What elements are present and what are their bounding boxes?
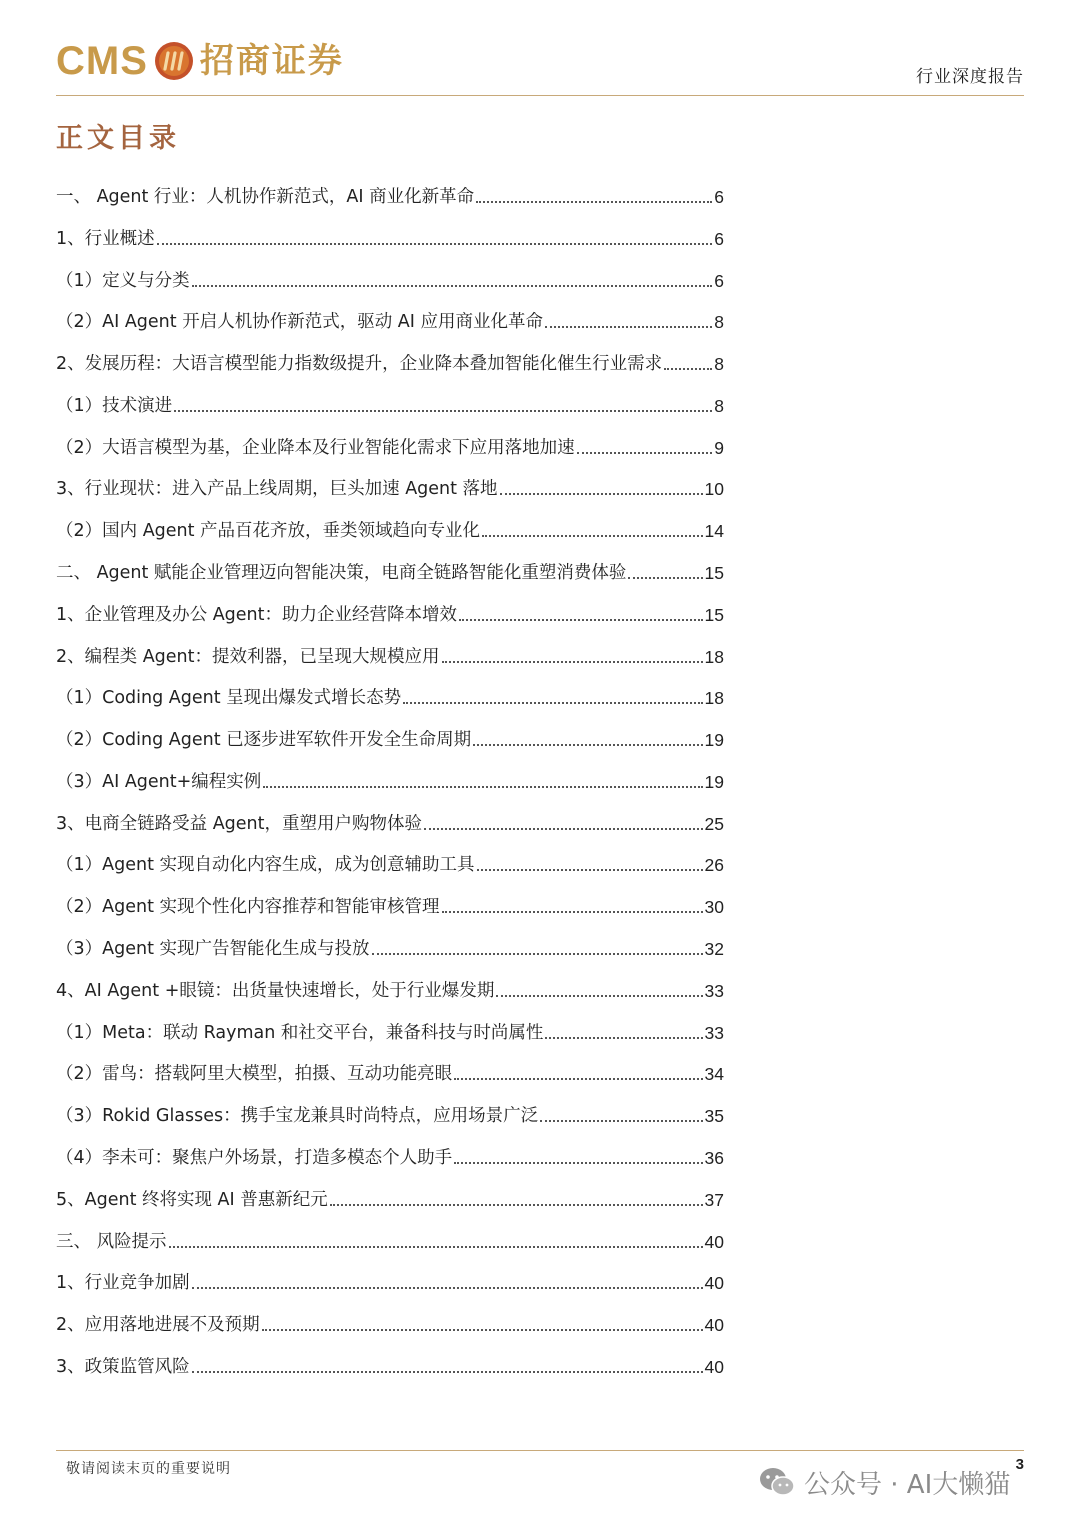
toc-leader-dots <box>454 1078 702 1080</box>
toc-entry-text: （1）Meta：联动 Rayman 和社交平台，兼备科技与时尚属性 <box>56 1022 544 1043</box>
toc-entry[interactable] <box>56 431 724 461</box>
page-header <box>56 36 1024 98</box>
toc-entry-page: 19 <box>704 730 724 751</box>
report-type-label: 行业深度报告 <box>916 67 1024 87</box>
toc-entry-page: 40 <box>704 1356 724 1377</box>
toc-entry-text: （2）AI Agent 开启人机协作新范式，驱动 AI 应用商业化革命 <box>56 312 543 333</box>
toc-entry-page: 8 <box>714 312 724 333</box>
toc-entry[interactable] <box>56 180 724 210</box>
toc-entry-page: 34 <box>704 1064 724 1085</box>
toc-entry-text: （3）Agent 实现广告智能化生成与投放 <box>56 939 370 960</box>
toc-entry-page: 40 <box>704 1273 724 1294</box>
toc-entry-text: 4、AI Agent +眼镜：出货量快速增长，处于行业爆发期 <box>56 980 495 1001</box>
toc-entry-text: 3、行业现状：进入产品上线周期，巨头加速 Agent 落地 <box>56 479 498 500</box>
toc-entry-text: （3）AI Agent+编程实例 <box>56 771 262 792</box>
toc-entry[interactable] <box>56 848 724 878</box>
toc-entry-text: 三、 风险提示 <box>56 1231 167 1252</box>
toc-entry-text: （2）Agent 实现个性化内容推荐和智能审核管理 <box>56 897 440 918</box>
toc-leader-dots <box>473 744 702 746</box>
toc-entry-page: 35 <box>704 1106 724 1127</box>
toc-entry-page: 6 <box>714 228 724 249</box>
toc-entry-text: （2）国内 Agent 产品百花齐放，垂类领域趋向专业化 <box>56 521 481 542</box>
toc-entry[interactable] <box>56 305 724 335</box>
toc-entry-text: 1、行业竞争加剧 <box>56 1273 190 1294</box>
toc-entry-text: （2）Coding Agent 已逐步进军软件开发全生命周期 <box>56 730 472 751</box>
watermark <box>758 1462 1010 1502</box>
toc-entry-text: 1、企业管理及办公 Agent：助力企业经营降本增效 <box>56 604 457 625</box>
toc-entry-page: 37 <box>704 1189 724 1210</box>
toc-entry-text: （1）Agent 实现自动化内容生成，成为创意辅助工具 <box>56 855 475 876</box>
toc-entry[interactable] <box>56 1183 724 1213</box>
toc-leader-dots <box>454 1162 702 1164</box>
toc-entry-text: （4）李未可：聚焦户外场景，打造多模态个人助手 <box>56 1147 453 1168</box>
toc-entry-page: 8 <box>714 395 724 416</box>
toc-entry-page: 32 <box>704 939 724 960</box>
toc-entry[interactable] <box>56 264 724 294</box>
toc-entry[interactable] <box>56 347 724 377</box>
toc-entry[interactable] <box>56 1141 724 1171</box>
toc-leader-dots <box>476 201 712 203</box>
toc-leader-dots <box>545 1037 702 1039</box>
toc-leader-dots <box>500 493 703 495</box>
header-divider <box>56 95 1024 96</box>
toc-leader-dots <box>482 535 702 537</box>
toc-entry-page: 40 <box>704 1231 724 1252</box>
cms-logo <box>56 36 344 86</box>
toc-entry-page: 18 <box>704 688 724 709</box>
toc-entry-page: 40 <box>704 1315 724 1336</box>
toc-entry-page: 15 <box>704 604 724 625</box>
toc-entry-page: 15 <box>704 563 724 584</box>
toc-entry-page: 10 <box>704 479 724 500</box>
page-number: 3 <box>1015 1456 1024 1473</box>
toc-entry-text: 一、 Agent 行业：人机协作新范式，AI 商业化新革命 <box>56 187 475 207</box>
toc-entry-page: 6 <box>714 187 724 207</box>
toc-leader-dots <box>459 619 703 621</box>
toc-entry[interactable] <box>56 640 724 670</box>
toc-entry-text: 二、 Agent 赋能企业管理迈向智能决策，电商全链路智能化重塑消费体验 <box>56 563 627 584</box>
toc-entry[interactable] <box>56 681 724 711</box>
toc-entry[interactable] <box>56 472 724 502</box>
toc-entry-text: 2、应用落地进展不及预期 <box>56 1315 260 1336</box>
toc-leader-dots <box>664 368 712 370</box>
toc-entry-text: （1）定义与分类 <box>56 270 190 291</box>
toc-leader-dots <box>169 1246 703 1248</box>
toc-entry-page: 6 <box>714 270 724 291</box>
toc-leader-dots <box>157 243 713 245</box>
toc-entry[interactable] <box>56 974 724 1004</box>
toc-entry-page: 36 <box>704 1147 724 1168</box>
toc-leader-dots <box>540 1120 702 1122</box>
toc-leader-dots <box>330 1204 703 1206</box>
toc-entry[interactable] <box>56 1016 724 1046</box>
toc-leader-dots <box>545 326 712 328</box>
toc-entry-page: 25 <box>704 813 724 834</box>
footer-note: 敬请阅读末页的重要说明 <box>66 1461 231 1477</box>
toc-leader-dots <box>192 285 713 287</box>
toc-leader-dots <box>442 911 703 913</box>
toc-entry-page: 14 <box>704 521 724 542</box>
toc-entry-text: （3）Rokid Glasses：携手宝龙兼具时尚特点，应用场景广泛 <box>56 1106 539 1127</box>
toc-entry-text: 3、政策监管风险 <box>56 1356 190 1377</box>
toc-entry-text: 5、Agent 终将实现 AI 普惠新纪元 <box>56 1189 328 1210</box>
toc-leader-dots <box>403 702 702 704</box>
toc-leader-dots <box>424 828 703 830</box>
toc-entry[interactable] <box>56 1308 724 1338</box>
toc-leader-dots <box>192 1287 703 1289</box>
toc-leader-dots <box>192 1371 703 1373</box>
toc-entry-page: 18 <box>704 646 724 667</box>
toc-entry-text: 2、发展历程：大语言模型能力指数级提升，企业降本叠加智能化催生行业需求 <box>56 354 663 375</box>
toc-entry[interactable] <box>56 1057 724 1087</box>
toc-entry-page: 19 <box>704 771 724 792</box>
toc-leader-dots <box>477 869 703 871</box>
toc-entry[interactable] <box>56 1099 724 1129</box>
toc-entry-text: （1）技术演进 <box>56 395 173 416</box>
toc-leader-dots <box>263 786 702 788</box>
wechat-icon <box>758 1465 796 1499</box>
toc-entry-text: （2）雷鸟：搭载阿里大模型，拍摄、互动功能亮眼 <box>56 1064 453 1085</box>
toc-entry-page: 33 <box>704 1022 724 1043</box>
toc-leader-dots <box>628 577 702 579</box>
toc-entry-page: 30 <box>704 897 724 918</box>
logo-latin-text: CMS <box>56 39 148 83</box>
toc-entry-text: （1）Coding Agent 呈现出爆发式增长态势 <box>56 688 402 709</box>
toc-entry-text: 1、行业概述 <box>56 228 155 249</box>
toc-entry[interactable] <box>56 890 724 920</box>
toc-entry[interactable] <box>56 514 724 544</box>
toc-entry[interactable] <box>56 556 724 586</box>
toc-entry-text: 3、电商全链路受益 Agent，重塑用户购物体验 <box>56 813 422 834</box>
toc-entry[interactable] <box>56 598 724 628</box>
toc-title: 正文目录 <box>56 123 180 154</box>
toc-entry[interactable] <box>56 932 724 962</box>
toc-entry-page: 9 <box>714 437 724 458</box>
logo-emblem-icon <box>154 41 194 81</box>
toc-leader-dots <box>496 995 702 997</box>
toc-leader-dots <box>174 410 712 412</box>
toc-entry[interactable] <box>56 807 724 837</box>
toc-entry-page: 33 <box>704 980 724 1001</box>
toc-leader-dots <box>577 452 713 454</box>
footer-divider <box>56 1450 1024 1451</box>
toc-entry[interactable] <box>56 1350 724 1380</box>
toc-entry[interactable] <box>56 765 724 795</box>
toc-entry[interactable] <box>56 1266 724 1296</box>
toc-entry[interactable] <box>56 389 724 419</box>
watermark-text: 公众号 · AI大懒猫 <box>804 1469 1011 1500</box>
toc-entry-page: 8 <box>714 354 724 375</box>
toc-leader-dots <box>262 1329 703 1331</box>
toc-leader-dots <box>372 953 703 955</box>
toc-entry-text: 2、编程类 Agent：提效利器，已呈现大规模应用 <box>56 646 440 667</box>
toc-entry-text: （2）大语言模型为基，企业降本及行业智能化需求下应用落地加速 <box>56 437 575 458</box>
toc-leader-dots <box>442 661 703 663</box>
toc-entry[interactable] <box>56 1225 724 1255</box>
logo-chinese-text: 招商证券 <box>199 41 344 81</box>
toc-entry-page: 26 <box>704 855 724 876</box>
toc-entry[interactable] <box>56 222 724 252</box>
toc-entry[interactable] <box>56 723 724 753</box>
